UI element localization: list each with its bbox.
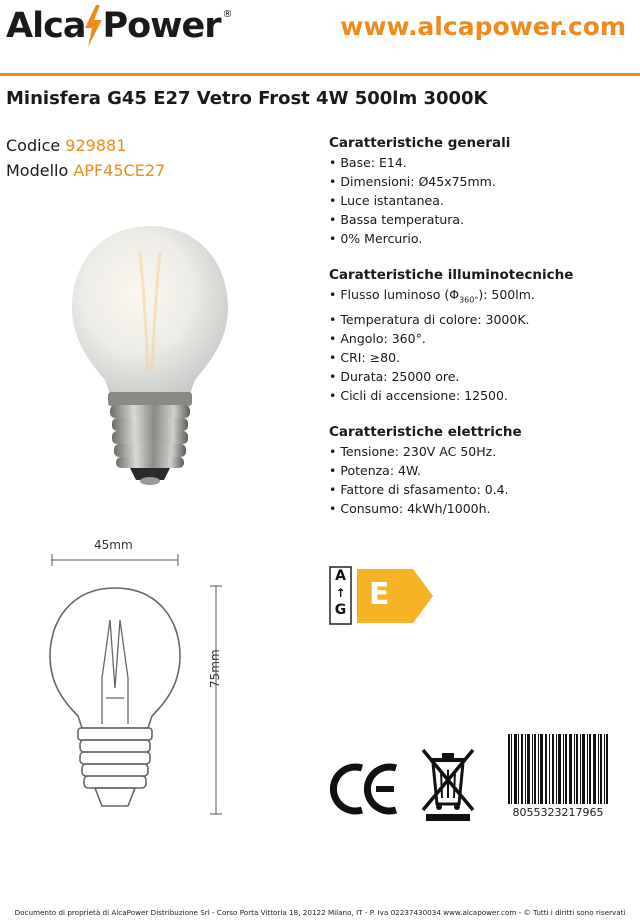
website-link[interactable]: www.alcapower.com [340, 12, 626, 41]
product-title: Minisfera G45 E27 Vetro Frost 4W 500lm 3000K [6, 88, 488, 109]
electrical-specs [329, 422, 629, 518]
spec-item: • Tensione: 230V AC 50Hz. [329, 442, 629, 461]
code-value: 929881 [65, 136, 127, 155]
lighting-specs [329, 265, 629, 405]
spec-item: • Temperatura di colore: 3000K. [329, 310, 629, 329]
spec-item: • Consumo: 4kWh/1000h. [329, 499, 629, 518]
product-code [6, 136, 126, 155]
width-dimension-label: 45mm [94, 538, 133, 552]
spec-item: • Base: E14. [329, 153, 629, 172]
model-label: Modello [6, 161, 69, 180]
model-value: APF45CE27 [73, 161, 166, 180]
trademark-symbol: ® [222, 8, 233, 20]
brand-logo [6, 2, 232, 50]
lightning-bolt-icon [82, 5, 104, 47]
barcode [506, 734, 610, 804]
spec-item: • CRI: ≥80. [329, 348, 629, 367]
barcode-number: 8055323217965 [512, 806, 604, 819]
electrical-specs-heading: Caratteristiche elettriche [329, 423, 522, 440]
brand-logo-right: Power [102, 6, 221, 46]
energy-scale-arrow: ↑ [335, 586, 346, 600]
general-specs [329, 133, 629, 248]
spec-item: • Durata: 25000 ore. [329, 367, 629, 386]
energy-scale [330, 567, 351, 619]
ce-mark [330, 762, 402, 816]
brand-logo-left: Alca [6, 6, 86, 46]
specifications [329, 133, 629, 535]
spec-item: • Cicli di accensione: 12500. [329, 386, 629, 405]
spec-item: • Luce istantanea. [329, 191, 629, 210]
spec-item: • Bassa temperatura. [329, 210, 629, 229]
lighting-specs-heading: Caratteristiche illuminotecniche [329, 267, 574, 283]
energy-scale-top: A [335, 568, 346, 584]
energy-label [329, 566, 439, 626]
energy-scale-bottom: G [334, 602, 347, 618]
spec-item: • 0% Mercurio. [329, 229, 629, 248]
bulb-outline [40, 538, 260, 818]
weee-recycle-bin-icon [420, 746, 476, 822]
spec-item: • Potenza: 4W. [329, 461, 629, 480]
ce-mark-icon [330, 762, 402, 816]
height-dimension-label: 75mm [208, 649, 222, 688]
spec-item-flux: • Flusso luminoso $(\Phi_{360^\circ})$: 500lm. [329, 285, 629, 310]
product-model [6, 161, 165, 180]
spec-item: • Fattore di sfasamento: 0.4. [329, 480, 629, 499]
footer-legal-text: Documento di proprietà di AlcaPower Distribuzione Srl - Corso Porta Vittoria 18, 20122 Milano, IT - P. Iva 02237430034 www.alcapower.com - © Tutti i diritti sono riservati [14, 908, 626, 917]
spec-item: • Angolo: 360°. [329, 329, 629, 348]
code-label: Codice [6, 136, 61, 155]
energy-class-letter: E [369, 577, 390, 612]
general-specs-heading: Caratteristiche generali [329, 135, 511, 151]
bulb-photo [60, 222, 240, 487]
header-divider [0, 73, 640, 76]
spec-item: • Dimensioni: Ø45x75mm. [329, 172, 629, 191]
dimension-diagram [40, 538, 260, 818]
